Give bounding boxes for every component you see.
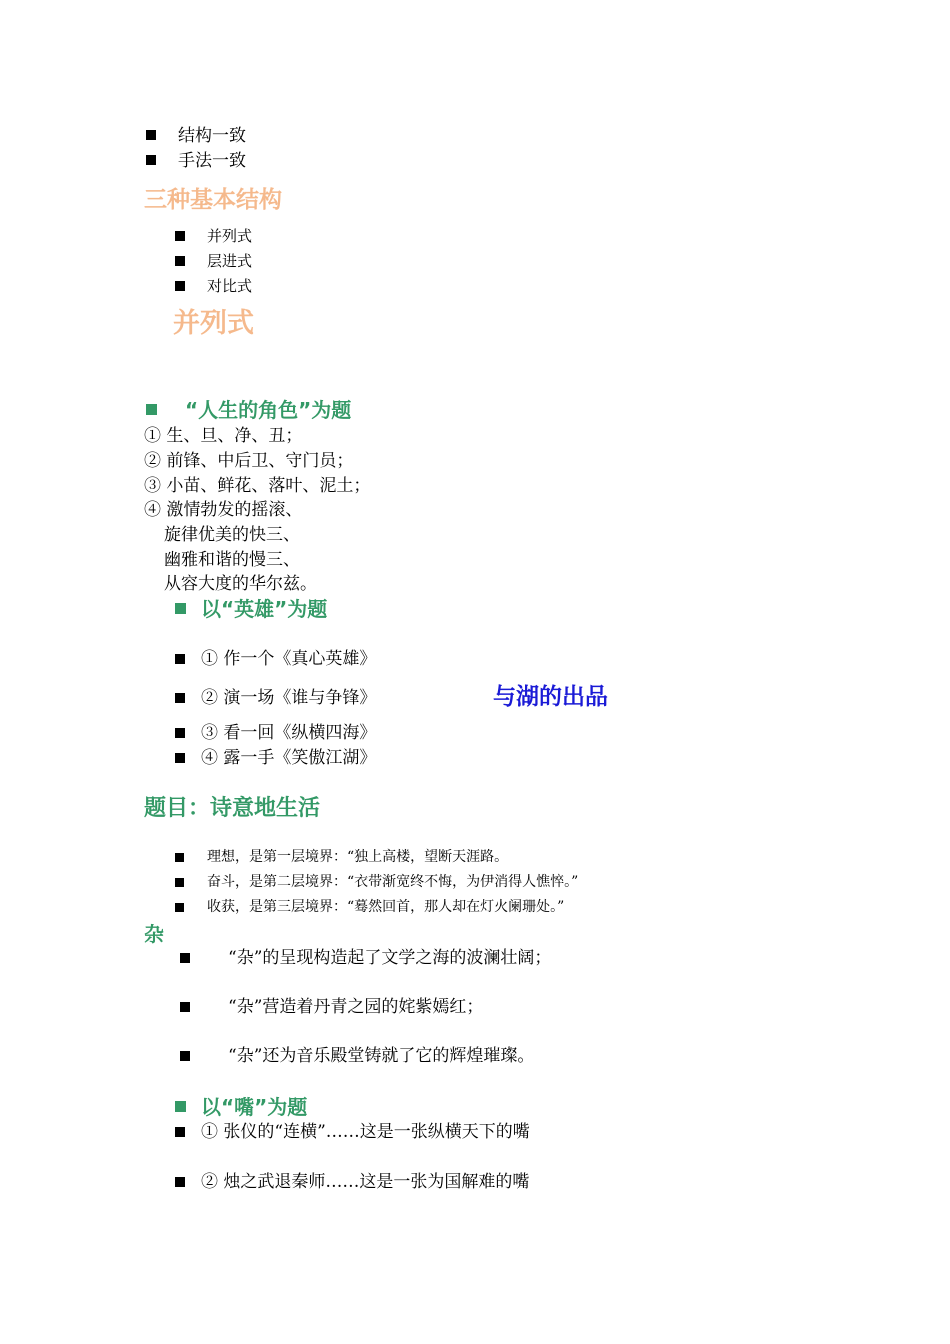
bullet-square: [175, 753, 185, 763]
structure-item-3: 对比式: [207, 277, 253, 295]
role-continuation-3: 从容大度的华尔兹。: [164, 574, 317, 594]
hero-item-4: ④ 露一手《笑傲江湖》: [201, 748, 377, 768]
structure-item-2: 层进式: [207, 252, 253, 270]
bullet-square: [175, 853, 184, 862]
bullet-square: [146, 155, 156, 165]
bullet-square: [175, 728, 185, 738]
intro-bullet-2: 手法一致: [178, 151, 246, 171]
role-line-1: ① 生、旦、净、丑；: [144, 426, 303, 446]
bullet-square: [175, 878, 184, 887]
bullet-square: [175, 281, 185, 291]
role-continuation-2: 幽雅和谐的慢三、: [164, 550, 300, 570]
za-item-1: “杂”的呈现构造起了文学之海的波澜壮阔；: [228, 948, 552, 968]
bullet-square: [180, 953, 190, 963]
poetic-topic-heading: 题目：诗意地生活: [144, 796, 321, 821]
role-continuation-1: 旋律优美的快三、: [164, 525, 300, 545]
za-topic-heading: 杂: [144, 922, 164, 946]
bullet-square-green: [146, 404, 157, 415]
mouth-item-1: ① 张仪的“连横”……这是一张纵横天下的嘴: [201, 1122, 530, 1142]
bullet-square: [175, 256, 185, 266]
structure-item-1: 并列式: [207, 227, 253, 245]
role-topic-heading: “人生的角色”为题: [185, 398, 352, 422]
watermark-text: 与湖的出品: [493, 684, 608, 710]
bullet-square: [175, 1127, 185, 1137]
hero-item-3: ③ 看一回《纵横四海》: [201, 723, 377, 743]
poetic-item-3: 收获，是第三层境界：“蓦然回首，那人却在灯火阑珊处。”: [207, 899, 565, 915]
hero-topic-heading: 以“英雄”为题: [201, 597, 328, 621]
bullet-square: [175, 231, 185, 241]
hero-item-1: ① 作一个《真心英雄》: [201, 649, 377, 669]
bullet-square: [175, 654, 185, 664]
za-item-2: “杂”营造着丹青之园的姹紫嫣红；: [228, 997, 484, 1017]
bullet-square: [175, 1177, 185, 1187]
za-item-3: “杂”还为音乐殿堂铸就了它的辉煌璀璨。: [228, 1046, 535, 1066]
bullet-square: [146, 130, 156, 140]
bullet-square: [180, 1051, 190, 1061]
parallel-heading: 并列式: [173, 308, 254, 339]
bullet-square-green: [175, 603, 186, 614]
mouth-item-2: ② 烛之武退秦师……这是一张为国解难的嘴: [201, 1172, 530, 1192]
bullet-square: [175, 903, 184, 912]
poetic-item-2: 奋斗，是第二层境界：“衣带渐宽终不悔，为伊消得人憔悴。”: [207, 874, 579, 890]
mouth-topic-heading: 以“嘴”为题: [201, 1095, 308, 1119]
intro-bullet-1: 结构一致: [178, 126, 246, 146]
role-line-3: ③ 小苗、鲜花、落叶、泥土；: [144, 476, 371, 496]
poetic-item-1: 理想，是第一层境界：“独上高楼，望断天涯路。: [207, 849, 509, 865]
structures-heading: 三种基本结构: [144, 187, 282, 213]
bullet-square: [175, 693, 185, 703]
role-line-4: ④ 激情勃发的摇滚、: [144, 500, 303, 520]
bullet-square: [180, 1002, 190, 1012]
bullet-square-green: [175, 1101, 186, 1112]
role-line-2: ② 前锋、中后卫、守门员；: [144, 451, 354, 471]
hero-item-2: ② 演一场《谁与争锋》: [201, 688, 377, 708]
